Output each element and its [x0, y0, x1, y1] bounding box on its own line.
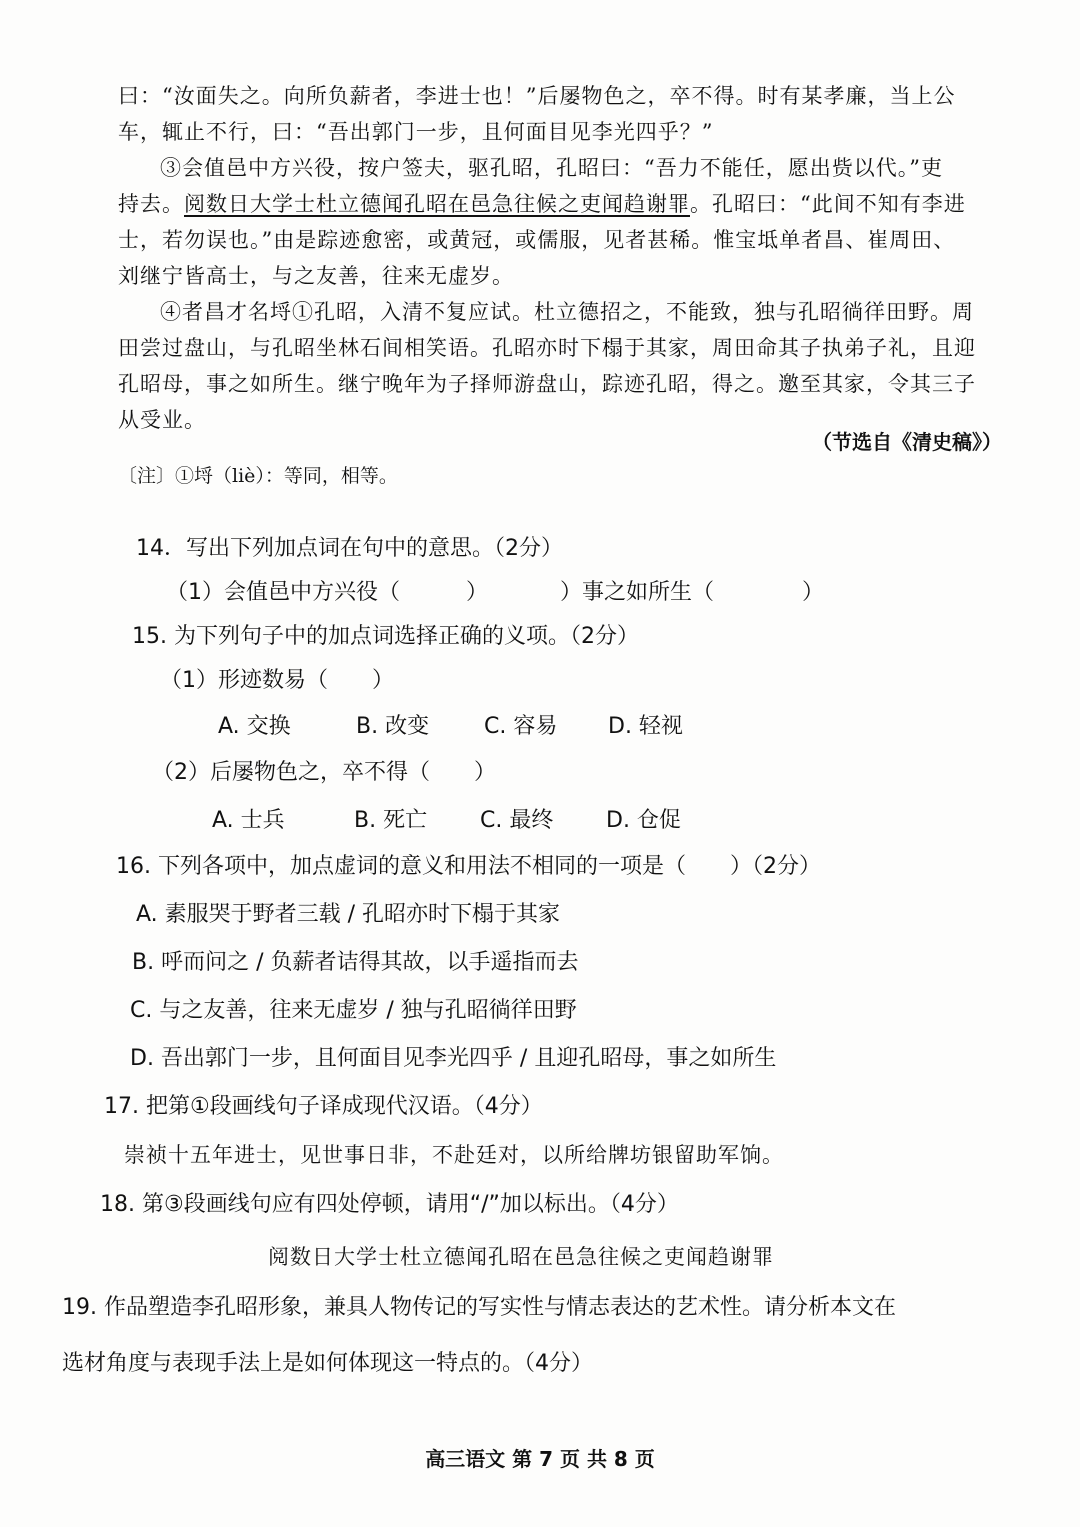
passage-line: 士，若勿误也。”由是踪迹愈密，或黄冠，或儒服，见者甚稀。惟宝坻单者昌、崔周田、 — [118, 228, 956, 252]
passage-text: 。孔昭曰：“此间不知有李进 — [690, 192, 966, 216]
q16-option-d: D. 吾出郭门一步，且何面目见李光四乎 / 且迎孔昭母，事之如所生 — [130, 1046, 777, 1071]
q15-2-option-c: C. 最终 — [480, 808, 554, 833]
passage-line — [118, 186, 1008, 222]
annotation-note: 〔注〕①埒（liè）：等同，相等。 — [118, 465, 398, 487]
source-citation: （节选自《清史稿》） — [812, 430, 1002, 454]
q15-1-option-a: A. 交换 — [218, 714, 291, 739]
passage-line: 从受业。 — [118, 408, 206, 432]
passage-line: 孔昭母，事之如所生。继宁晚年为子择师游盘山，踪迹孔昭，得之。邀至其家，令其三子 — [118, 372, 976, 396]
q15-2-option-b: B. 死亡 — [354, 808, 428, 833]
q15-1-option-b: B. 改变 — [356, 714, 430, 739]
question-15-item-2: （2）后屡物色之，卒不得（ ） — [152, 760, 496, 785]
question-18-sentence: 阅数日大学士杜立德闻孔昭在邑急往候之吏闻趋谢罪 — [268, 1245, 774, 1269]
passage-line: 刘继宁皆高士，与之友善，往来无虚岁。 — [118, 264, 514, 288]
question-17-sentence: 崇祯十五年进士，见世事日非，不赴廷对，以所给牌坊银留助军饷。 — [124, 1143, 784, 1167]
question-14-item-1: （1）会值邑中方兴役（ ） — [166, 580, 488, 605]
question-19-line: 19. 作品塑造李孔昭形象，兼具人物传记的写实性与情志表达的艺术性。请分析本文在 — [62, 1295, 896, 1320]
question-17-title: 17. 把第①段画线句子译成现代汉语。（4分） — [104, 1094, 543, 1119]
q15-2-option-a: A. 士兵 — [212, 808, 285, 833]
q16-option-b: B. 呼而问之 / 负薪者诘得其故，以手遥指而去 — [132, 950, 579, 975]
question-19 — [62, 1280, 1030, 1392]
question-15-title: 15. 为下列句子中的加点词选择正确的义项。（2分） — [132, 624, 639, 649]
question-19-line: 选材角度与表现手法上是如何体现这一特点的。（4分） — [62, 1351, 593, 1376]
q16-option-a: A. 素服哭于野者三载 / 孔昭亦时下榻于其家 — [136, 902, 561, 927]
underlined-sentence: 阅数日大学士杜立德闻孔昭在邑急往候之吏闻趋谢罪 — [184, 192, 690, 216]
question-16-title: 16. 下列各项中，加点虚词的意义和用法不相同的一项是（ ）（2分） — [116, 854, 821, 879]
passage-line: ④者昌才名埒①孔昭，入清不复应试。杜立德招之，不能致，独与孔昭徜徉田野。周 — [160, 300, 974, 324]
question-14-item-2: ）事之如所生（ ） — [560, 580, 825, 605]
page-footer: 高三语文 第 7 页 共 8 页 — [425, 1447, 655, 1471]
classical-passage — [118, 78, 1008, 438]
passage-line: ③会值邑中方兴役，按户签夫，驱孔昭，孔昭曰：“吾力不能任，愿出赀以代。”吏 — [160, 156, 943, 180]
q15-2-option-d: D. 仓促 — [606, 808, 681, 833]
question-15-item-1: （1）形迹数易（ ） — [160, 668, 394, 693]
q15-1-option-d: D. 轻视 — [608, 714, 683, 739]
question-14-title: 14．写出下列加点词在句中的意思。（2分） — [136, 536, 563, 561]
q15-1-option-c: C. 容易 — [484, 714, 558, 739]
passage-line: 田尝过盘山，与孔昭坐林石间相笑语。孔昭亦时下榻于其家，周田命其子执弟子礼，且迎 — [118, 336, 976, 360]
q16-option-c: C. 与之友善，往来无虚岁 / 独与孔昭徜徉田野 — [130, 998, 577, 1023]
passage-text: 持去。 — [118, 192, 184, 216]
passage-line: 车，辄止不行，曰：“吾出郭门一步，且何面目见李光四乎？” — [118, 120, 714, 144]
question-18-title: 18. 第③段画线句应有四处停顿，请用“/”加以标出。（4分） — [100, 1192, 679, 1217]
passage-line: 曰：“汝面失之。向所负薪者，李进士也！”后屡物色之，卒不得。时有某孝廉，当上公 — [118, 84, 956, 108]
